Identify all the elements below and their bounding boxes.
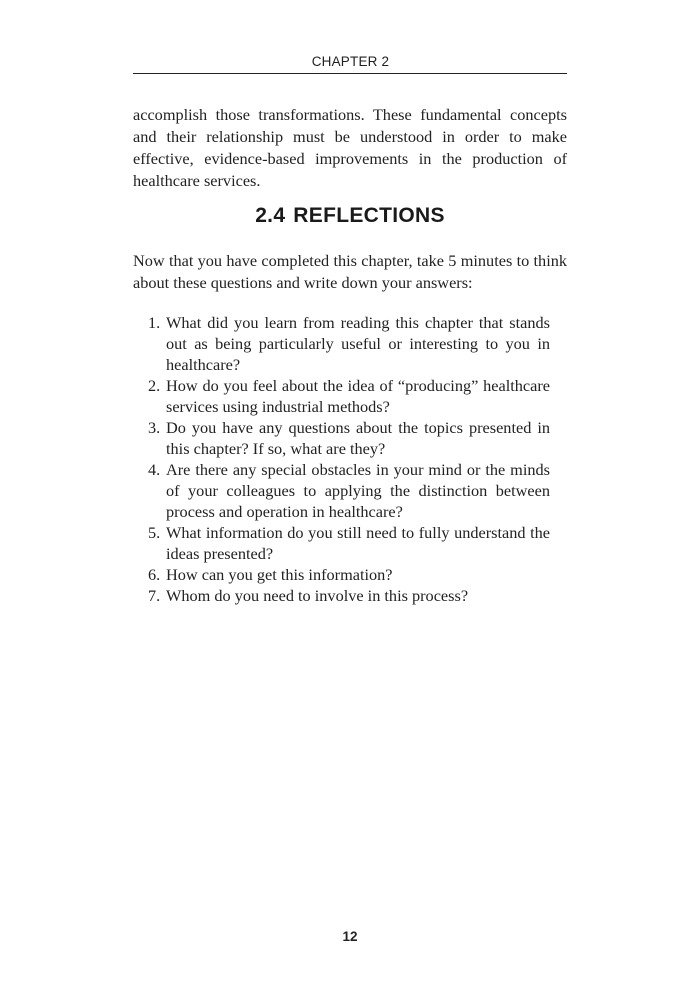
list-item-text: What information do you still need to fully understand the ideas presented? xyxy=(166,523,550,563)
questions-list xyxy=(134,312,550,606)
list-item-number: 4. xyxy=(148,460,161,479)
body-paragraph: accomplish those transformations. These fundamental concepts and their relationship must be understood in order to make effective, evidence-based improvements in the production of healthcare services. xyxy=(133,105,567,190)
list-item-number: 5. xyxy=(148,523,161,542)
list-item-text: Are there any special obstacles in your mind or the minds of your colleagues to applying the distinction between process and operation in healthcare? xyxy=(166,460,550,521)
list-item-text: Do you have any questions about the topics presented in this chapter? If so, what are they? xyxy=(166,418,550,458)
section-heading xyxy=(133,204,567,228)
running-head: CHAPTER 2 xyxy=(311,54,390,69)
list-item-text: What did you learn from reading this chapter that stands out as being particularly useful or interesting to you in healthcare? xyxy=(166,313,550,374)
list-item-number: 6. xyxy=(148,565,161,584)
list-item xyxy=(134,459,550,522)
list-item xyxy=(134,312,550,375)
list-item xyxy=(134,585,550,606)
list-item xyxy=(134,417,550,459)
header-rule xyxy=(133,73,567,74)
list-item-text: Whom do you need to involve in this process? xyxy=(166,586,469,605)
list-item-number: 1. xyxy=(148,313,161,332)
section-title: REFLECTIONS xyxy=(293,204,445,227)
page-number: 12 xyxy=(342,929,358,944)
list-item-number: 3. xyxy=(148,418,161,437)
section-number: 2.4 xyxy=(255,204,286,227)
list-item-number: 7. xyxy=(148,586,161,605)
list-item xyxy=(134,375,550,417)
list-item xyxy=(134,522,550,564)
list-item-text: How do you feel about the idea of “producing” healthcare services using industrial methods? xyxy=(166,376,550,416)
list-item-number: 2. xyxy=(148,376,161,395)
list-item xyxy=(134,564,550,585)
intro-paragraph: Now that you have completed this chapter, take 5 minutes to think about these questions and write down your answers: xyxy=(133,251,567,292)
list-item-text: How can you get this information? xyxy=(166,565,393,584)
